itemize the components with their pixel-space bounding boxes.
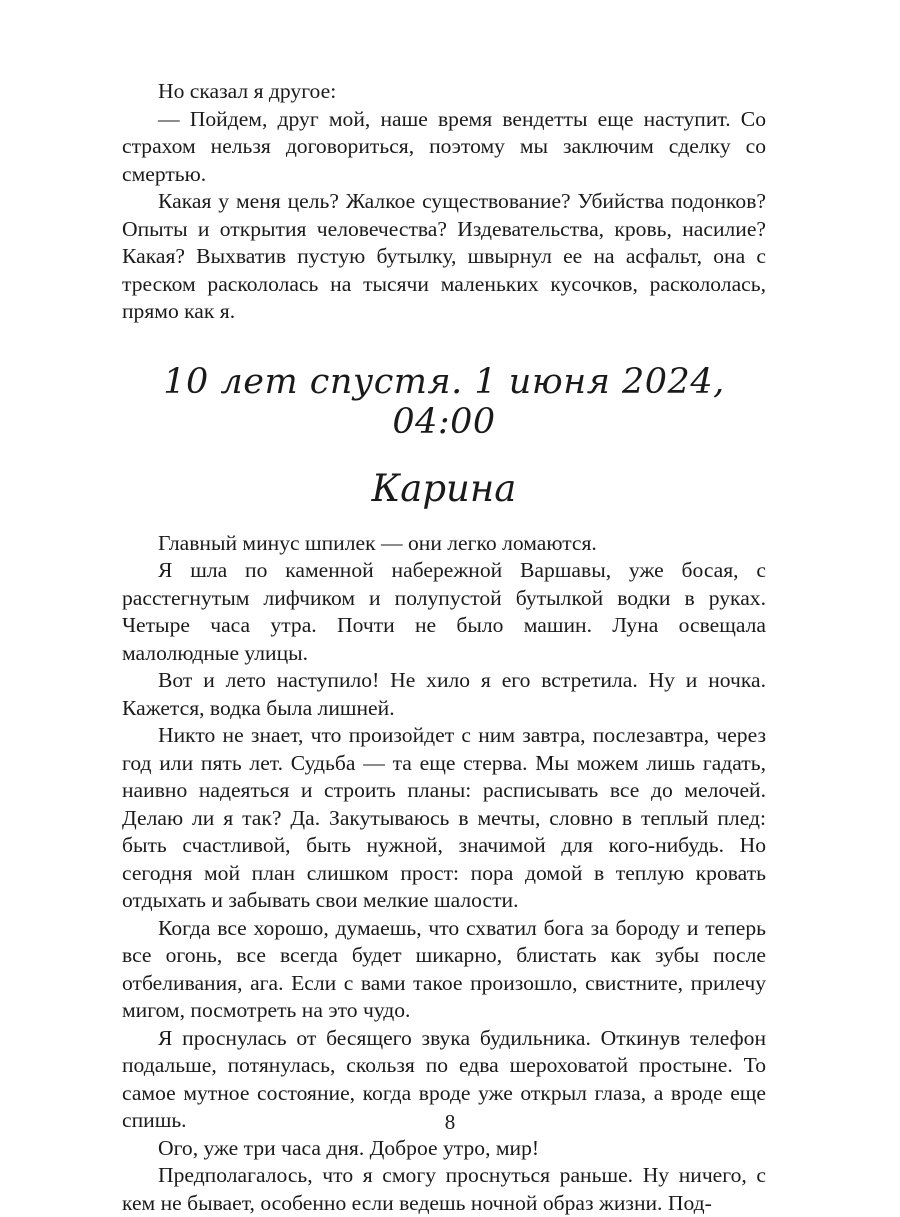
- paragraph: Я шла по каменной набережной Варшавы, уже босая, с расстегнутым лифчиком и полупустой бутылкой водки в руках. Четыре часа утра. Почти не было машин. Луна освещала малолюдные улицы.: [122, 558, 766, 665]
- paragraph: Я проснулась от бесящего звука будильника. Откинув телефон подальше, потянулась, скользя по едва шероховатой простыне. То самое мутное состояние, когда вроде уже открыл глаза, а вроде еще спишь.: [122, 1025, 766, 1132]
- paragraph: Но сказал я другое:: [158, 79, 337, 103]
- paragraph: Предполагалось, что я смогу проснуться раньше. Ну ничего, с кем не бывает, особенно если ведешь ночной образ жизни. Под-: [122, 1163, 766, 1215]
- page-body: [122, 78, 766, 1217]
- chapter-character-name: Карина: [371, 466, 517, 510]
- paragraph: Какая у меня цель? Жалкое существование? Убийства подонков? Опыты и открытия человечества? Издевательства, кровь, насилие? Какая? Выхватив пустую бутылку, швырнул ее на асфальт, она с треском раскололась на тысячи маленьких кусочков, раскололась, прямо как я.: [122, 189, 766, 323]
- chapter-heading: [122, 362, 766, 511]
- chapter-time-heading: 10 лет спустя. 1 июня 2024, 04:00: [163, 361, 725, 442]
- paragraph: Ого, уже три часа дня. Доброе утро, мир!: [158, 1135, 540, 1160]
- paragraph: Когда все хорошо, думаешь, что схватил бога за бороду и теперь все огонь, все всегда будет шикарно, блистать как зубы после отбеливания, ага. Если с вами такое произошло, свистните, прилечу мигом, посмотреть на это чудо.: [122, 915, 766, 1022]
- paragraph: Главный минус шпилек — они легко ломаются.: [158, 530, 597, 555]
- paragraph: — Пойдем, друг мой, наше время вендетты еще наступит. Со страхом нельзя договориться, поэтому мы заключим сделку со смертью.: [122, 106, 766, 186]
- page-number: 8: [444, 1110, 456, 1134]
- paragraph: Никто не знает, что произойдет с ним завтра, послезавтра, через год или пять лет. Судьба — та еще стерва. Мы можем лишь гадать, наивно надеяться и строить планы: расписывать все до мелочей. Делаю ли я так? Да. Закутываюсь в мечты, словно в теплый плед: быть счастливой, быть нужной, значимой для кого-нибудь. Но сегодня мой план слишком прост: пора домой в теплую кровать отдыхать и забывать свои мелкие шалости.: [122, 723, 766, 912]
- paragraph: Вот и лето наступило! Не хило я его встретила. Ну и ночка. Кажется, водка была лишней.: [122, 668, 766, 720]
